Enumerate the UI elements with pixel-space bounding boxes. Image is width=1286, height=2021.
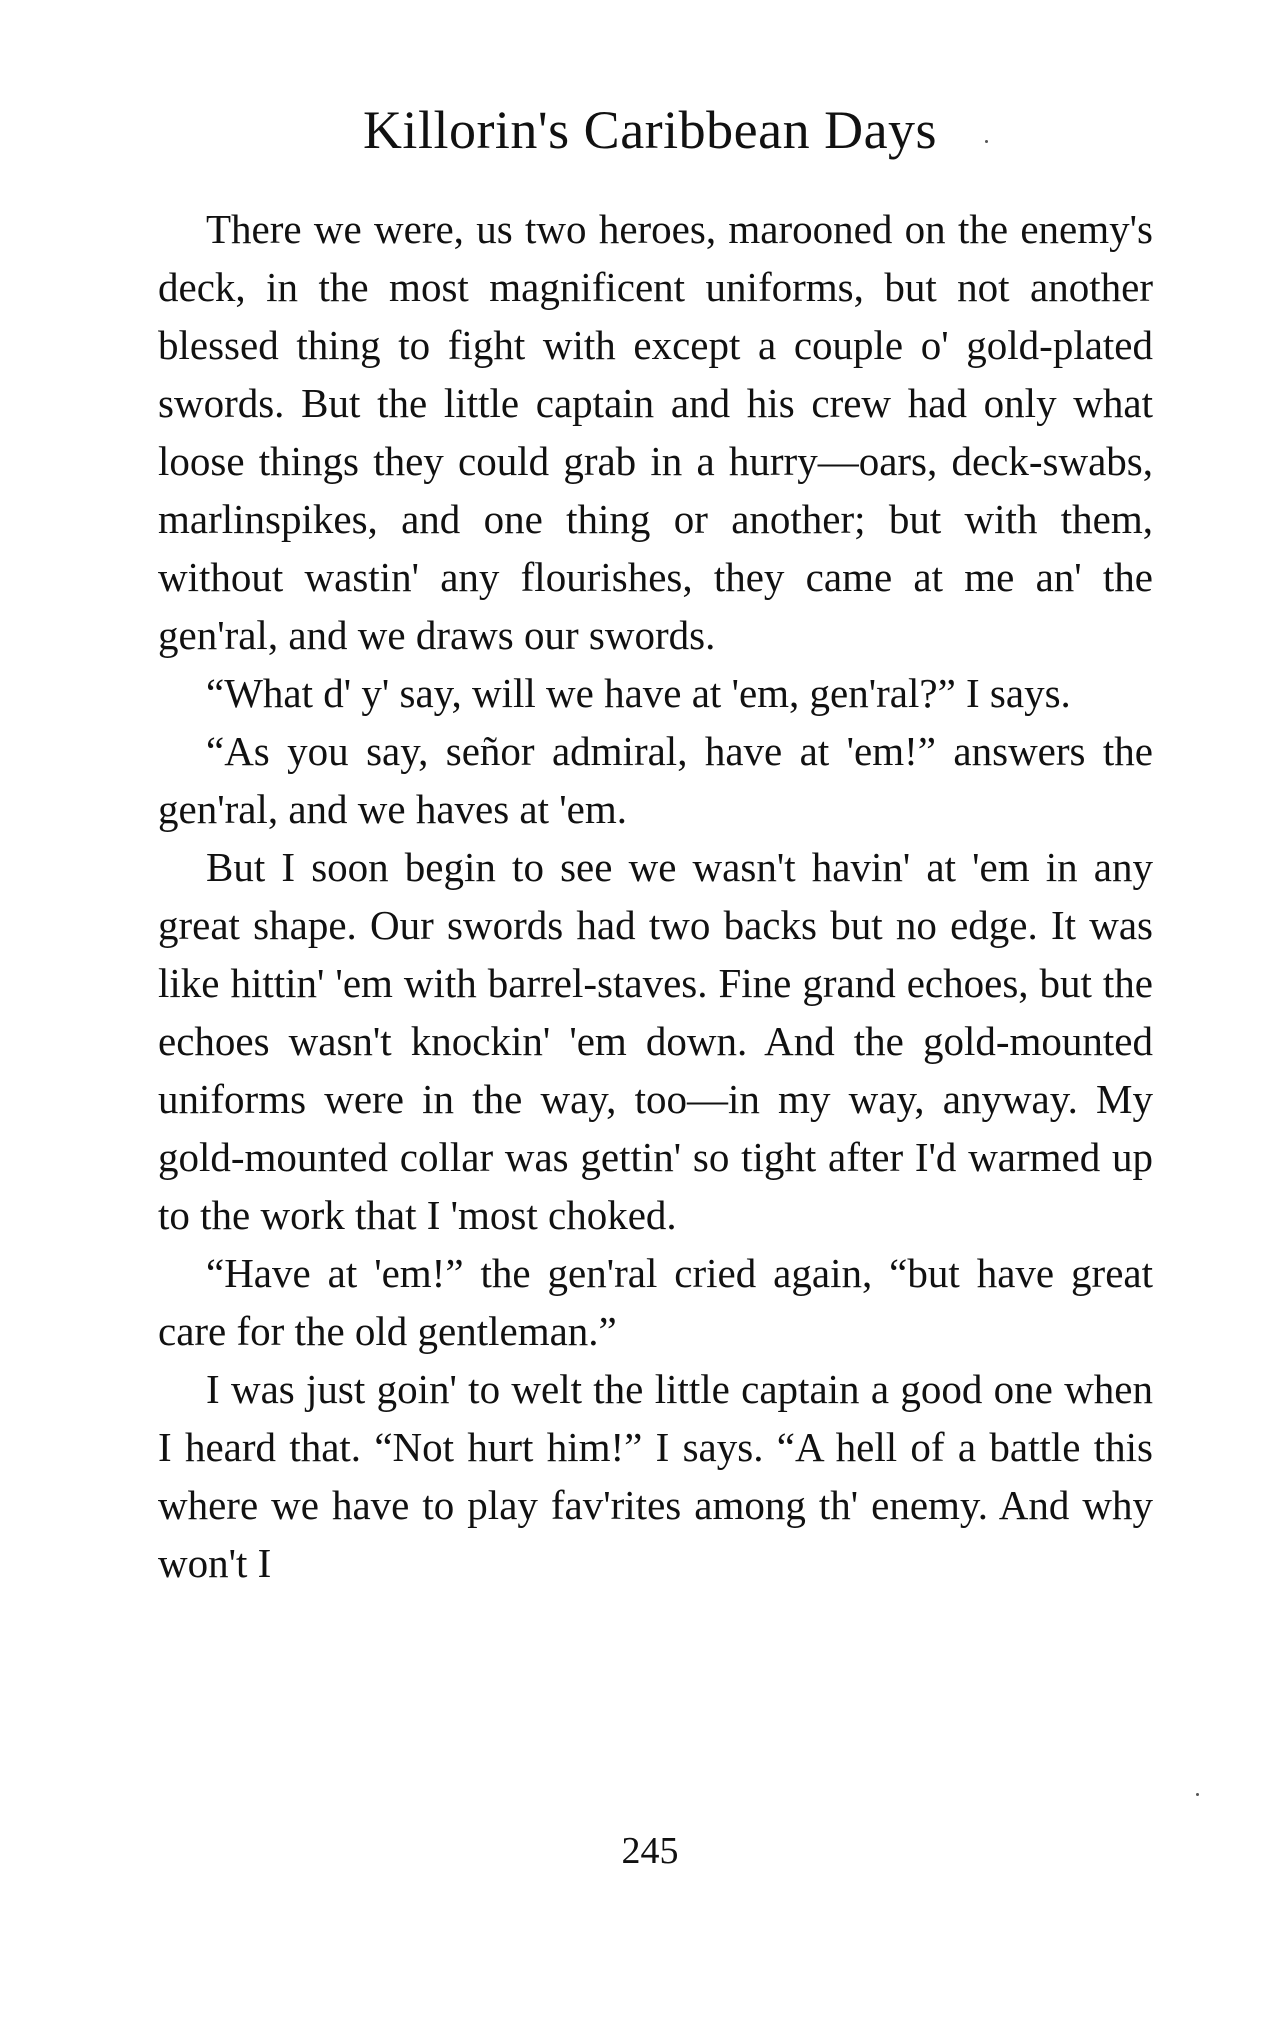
body-text bbox=[158, 200, 1153, 1592]
paragraph: But I soon begin to see we wasn't havin' at 'em in any great shape. Our swords had two backs but no edge. It was like hittin' 'em with barrel-staves. Fine grand echoes, but the echoes wasn't knockin' 'em down. And the gold-mounted uniforms were in the way, too—in my way, anyway. My gold-mounted collar was gettin' so tight after I'd warmed up to the work that I 'most choked. bbox=[158, 844, 1153, 1238]
running-head: Killorin's Caribbean Days bbox=[362, 100, 938, 160]
paragraph: “As you say, señor admiral, have at 'em!” answers the gen'ral, and we haves at 'em. bbox=[158, 728, 1153, 832]
paragraph: “What d' y' say, will we have at 'em, gen'ral?” I says. bbox=[206, 670, 1071, 716]
page-number: 245 bbox=[621, 1830, 679, 1872]
paragraph: “Have at 'em!” the gen'ral cried again, “but have great care for the old gentleman.” bbox=[158, 1250, 1153, 1354]
scan-speck bbox=[985, 140, 988, 143]
scan-speck bbox=[1196, 1793, 1199, 1796]
paragraph: I was just goin' to welt the little captain a good one when I heard that. “Not hurt him!” I says. “A hell of a battle this where we have to play fav'rites among th' enemy. And why won't I bbox=[158, 1366, 1153, 1586]
paragraph: There we were, us two heroes, marooned on the enemy's deck, in the most magnificent uniforms, but not another blessed thing to fight with except a couple o' gold-plated swords. But the little captain and his crew had only what loose things they could grab in a hurry—oars, deck-swabs, marlinspikes, and one thing or another; but with them, without wastin' any flourishes, they came at me an' the gen'ral, and we draws our swords. bbox=[158, 206, 1153, 658]
